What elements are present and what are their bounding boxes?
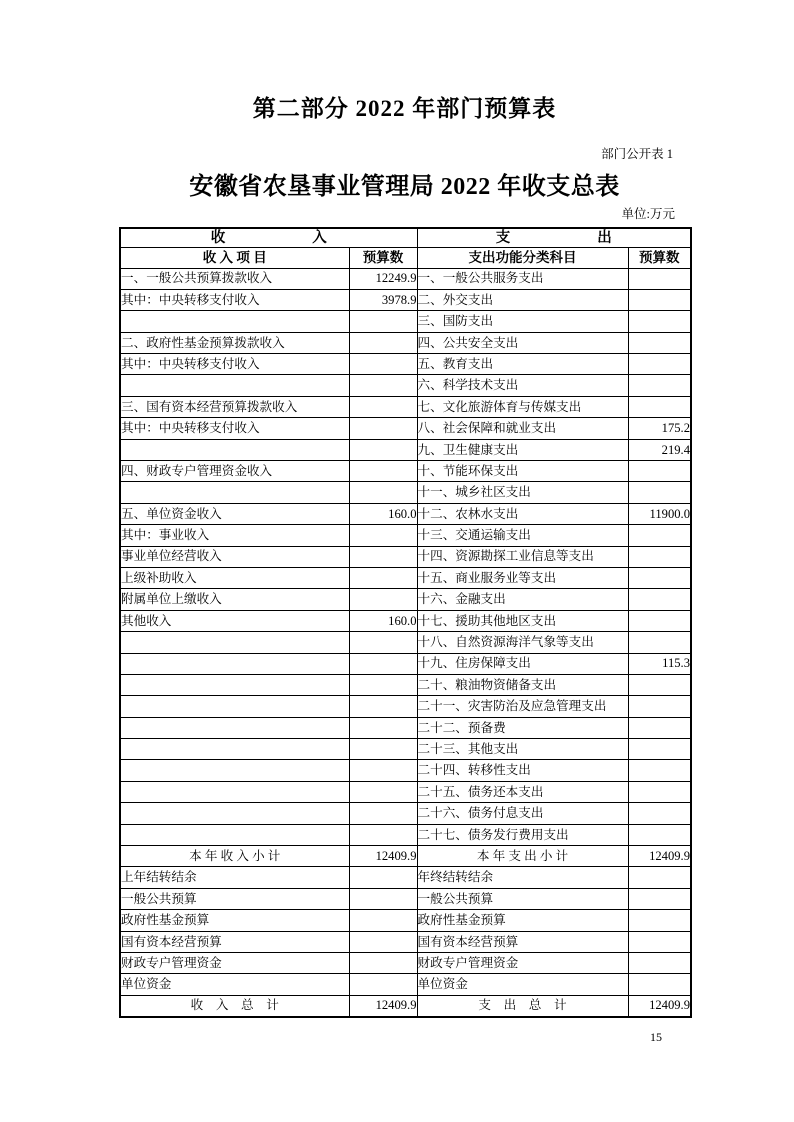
table-row xyxy=(120,396,691,417)
income-value-cell xyxy=(349,739,417,760)
income-item-cell xyxy=(120,717,349,738)
income-item-cell: 单位资金 xyxy=(120,974,349,995)
income-value-cell xyxy=(349,418,417,439)
expense-value-cell xyxy=(628,354,691,375)
income-value-cell xyxy=(349,888,417,909)
income-value-cell xyxy=(349,803,417,824)
table-row xyxy=(120,503,691,524)
table-row xyxy=(120,696,691,717)
income-item-cell xyxy=(120,696,349,717)
expense-item-cell: 一般公共预算 xyxy=(417,888,628,909)
table-row xyxy=(120,589,691,610)
income-value-cell xyxy=(349,332,417,353)
table-row xyxy=(120,674,691,695)
income-item-cell: 财政专户管理资金 xyxy=(120,953,349,974)
income-value-cell xyxy=(349,717,417,738)
expense-item-cell: 二十五、债务还本支出 xyxy=(417,781,628,802)
income-item-cell: 五、单位资金收入 xyxy=(120,503,349,524)
income-item-cell: 政府性基金预算 xyxy=(120,910,349,931)
expense-items-column-header: 支出功能分类科目 xyxy=(417,247,628,268)
expense-value-cell xyxy=(628,375,691,396)
income-value-cell xyxy=(349,461,417,482)
expense-item-cell: 二、外交支出 xyxy=(417,289,628,310)
income-value-cell xyxy=(349,674,417,695)
income-item-cell: 其他收入 xyxy=(120,610,349,631)
income-item-cell xyxy=(120,739,349,760)
expense-item-cell: 十三、交通运输支出 xyxy=(417,525,628,546)
income-value-cell: 160.0 xyxy=(349,503,417,524)
expense-group-header: 支 出 xyxy=(417,228,691,247)
income-item-cell: 上级补助收入 xyxy=(120,567,349,588)
expense-item-cell: 十四、资源勘探工业信息等支出 xyxy=(417,546,628,567)
income-item-cell xyxy=(120,760,349,781)
income-value-cell xyxy=(349,632,417,653)
expense-item-cell: 十、节能环保支出 xyxy=(417,461,628,482)
expense-item-cell: 十八、自然资源海洋气象等支出 xyxy=(417,632,628,653)
income-items-column-header: 收 入 项 目 xyxy=(120,247,349,268)
income-item-cell: 二、政府性基金预算拨款收入 xyxy=(120,332,349,353)
expense-value-cell: 175.2 xyxy=(628,418,691,439)
income-item-cell: 收 入 总 计 xyxy=(120,995,349,1016)
expense-value-cell xyxy=(628,674,691,695)
expense-item-cell: 年终结转结余 xyxy=(417,867,628,888)
table-row xyxy=(120,760,691,781)
page-title: 安徽省农垦事业管理局 2022 年收支总表 xyxy=(189,174,620,200)
expense-value-cell xyxy=(628,696,691,717)
table-row xyxy=(120,418,691,439)
table-row xyxy=(120,375,691,396)
table-row xyxy=(120,739,691,760)
budget-table-body xyxy=(120,268,691,1017)
income-group-header: 收 入 xyxy=(120,228,417,247)
income-item-cell: 附属单位上缴收入 xyxy=(120,589,349,610)
expense-item-cell: 四、公共安全支出 xyxy=(417,332,628,353)
income-value-cell xyxy=(349,546,417,567)
income-value-cell xyxy=(349,824,417,845)
expense-value-cell xyxy=(628,268,691,289)
income-value-cell xyxy=(349,525,417,546)
expense-value-cell xyxy=(628,910,691,931)
page-number: 15 xyxy=(650,1030,662,1044)
expense-value-cell xyxy=(628,396,691,417)
expense-item-cell: 七、文化旅游体育与传媒支出 xyxy=(417,396,628,417)
income-value-cell xyxy=(349,354,417,375)
income-value-cell xyxy=(349,311,417,332)
income-value-cell xyxy=(349,974,417,995)
expense-item-cell: 八、社会保障和就业支出 xyxy=(417,418,628,439)
income-item-cell: 国有资本经营预算 xyxy=(120,931,349,952)
income-item-cell xyxy=(120,311,349,332)
expense-item-cell: 二十四、转移性支出 xyxy=(417,760,628,781)
expense-item-cell: 支 出 总 计 xyxy=(417,995,628,1016)
expense-item-cell: 政府性基金预算 xyxy=(417,910,628,931)
expense-item-cell: 二十七、债务发行费用支出 xyxy=(417,824,628,845)
expense-budget-column-header: 预算数 xyxy=(628,247,691,268)
table-row xyxy=(120,824,691,845)
expense-value-cell xyxy=(628,461,691,482)
income-item-cell: 三、国有资本经营预算拨款收入 xyxy=(120,396,349,417)
expense-value-cell xyxy=(628,546,691,567)
expense-value-cell xyxy=(628,717,691,738)
income-value-cell xyxy=(349,781,417,802)
expense-value-cell xyxy=(628,311,691,332)
table-row xyxy=(120,439,691,460)
expense-value-cell xyxy=(628,525,691,546)
expense-item-cell: 十一、城乡社区支出 xyxy=(417,482,628,503)
income-budget-column-header: 预算数 xyxy=(349,247,417,268)
expense-value-cell xyxy=(628,760,691,781)
income-value-cell xyxy=(349,760,417,781)
income-value-cell: 12249.9 xyxy=(349,268,417,289)
income-item-cell xyxy=(120,824,349,845)
table-row xyxy=(120,567,691,588)
group-header-row xyxy=(120,228,691,247)
expense-value-cell xyxy=(628,953,691,974)
table-row xyxy=(120,717,691,738)
budget-table xyxy=(119,227,692,1018)
table-row xyxy=(120,461,691,482)
expense-item-cell: 财政专户管理资金 xyxy=(417,953,628,974)
income-item-cell: 上年结转结余 xyxy=(120,867,349,888)
expense-item-cell: 二十三、其他支出 xyxy=(417,739,628,760)
income-item-cell: 其中：事业收入 xyxy=(120,525,349,546)
expense-item-cell: 二十六、债务付息支出 xyxy=(417,803,628,824)
income-value-cell xyxy=(349,910,417,931)
expense-value-cell xyxy=(628,803,691,824)
income-value-cell xyxy=(349,439,417,460)
expense-value-cell xyxy=(628,332,691,353)
column-header-row xyxy=(120,247,691,268)
expense-value-cell xyxy=(628,482,691,503)
table-row xyxy=(120,931,691,952)
expense-item-cell: 二十二、预备费 xyxy=(417,717,628,738)
table-row xyxy=(120,803,691,824)
income-item-cell: 其中：中央转移支付收入 xyxy=(120,289,349,310)
table-row xyxy=(120,289,691,310)
income-value-cell xyxy=(349,696,417,717)
table-row xyxy=(120,867,691,888)
income-item-cell: 一般公共预算 xyxy=(120,888,349,909)
income-item-cell xyxy=(120,632,349,653)
income-value-cell xyxy=(349,482,417,503)
income-value-cell xyxy=(349,396,417,417)
expense-value-cell: 12409.9 xyxy=(628,995,691,1016)
income-item-cell xyxy=(120,439,349,460)
table-row xyxy=(120,482,691,503)
expense-value-cell xyxy=(628,974,691,995)
income-value-cell xyxy=(349,867,417,888)
table-label: 部门公开表 1 xyxy=(601,147,673,161)
expense-item-cell: 单位资金 xyxy=(417,974,628,995)
expense-item-cell: 十六、金融支出 xyxy=(417,589,628,610)
table-row xyxy=(120,974,691,995)
expense-item-cell: 国有资本经营预算 xyxy=(417,931,628,952)
table-row xyxy=(120,525,691,546)
income-item-cell: 四、财政专户管理资金收入 xyxy=(120,461,349,482)
budget-table-header xyxy=(120,228,691,268)
expense-item-cell: 九、卫生健康支出 xyxy=(417,439,628,460)
expense-value-cell xyxy=(628,589,691,610)
expense-value-cell xyxy=(628,888,691,909)
table-row xyxy=(120,546,691,567)
table-row xyxy=(120,268,691,289)
expense-value-cell: 11900.0 xyxy=(628,503,691,524)
expense-item-cell: 三、国防支出 xyxy=(417,311,628,332)
expense-value-cell: 115.3 xyxy=(628,653,691,674)
income-value-cell: 3978.9 xyxy=(349,289,417,310)
income-item-cell xyxy=(120,375,349,396)
income-value-cell xyxy=(349,567,417,588)
income-value-cell: 160.0 xyxy=(349,610,417,631)
expense-value-cell xyxy=(628,567,691,588)
expense-item-cell: 二十一、灾害防治及应急管理支出 xyxy=(417,696,628,717)
table-row xyxy=(120,910,691,931)
income-item-cell xyxy=(120,674,349,695)
table-row xyxy=(120,888,691,909)
table-row xyxy=(120,610,691,631)
income-value-cell xyxy=(349,931,417,952)
expense-item-cell: 六、科学技术支出 xyxy=(417,375,628,396)
expense-value-cell xyxy=(628,824,691,845)
expense-item-cell: 十二、农林水支出 xyxy=(417,503,628,524)
income-value-cell xyxy=(349,589,417,610)
income-item-cell: 其中：中央转移支付收入 xyxy=(120,354,349,375)
income-item-cell: 本 年 收 入 小 计 xyxy=(120,846,349,867)
expense-item-cell: 本 年 支 出 小 计 xyxy=(417,846,628,867)
table-row xyxy=(120,332,691,353)
income-value-cell: 12409.9 xyxy=(349,846,417,867)
income-item-cell xyxy=(120,781,349,802)
expense-value-cell xyxy=(628,931,691,952)
expense-value-cell xyxy=(628,867,691,888)
table-row xyxy=(120,846,691,867)
expense-item-cell: 五、教育支出 xyxy=(417,354,628,375)
income-value-cell: 12409.9 xyxy=(349,995,417,1016)
table-row xyxy=(120,781,691,802)
expense-value-cell xyxy=(628,739,691,760)
expense-value-cell xyxy=(628,632,691,653)
income-item-cell: 事业单位经营收入 xyxy=(120,546,349,567)
income-item-cell xyxy=(120,653,349,674)
table-row xyxy=(120,953,691,974)
expense-value-cell xyxy=(628,781,691,802)
income-item-cell xyxy=(120,803,349,824)
income-item-cell: 一、一般公共预算拨款收入 xyxy=(120,268,349,289)
expense-item-cell: 二十、粮油物资储备支出 xyxy=(417,674,628,695)
expense-value-cell xyxy=(628,610,691,631)
income-item-cell xyxy=(120,482,349,503)
unit-label: 单位:万元 xyxy=(621,207,675,221)
expense-item-cell: 十九、住房保障支出 xyxy=(417,653,628,674)
income-value-cell xyxy=(349,953,417,974)
income-value-cell xyxy=(349,653,417,674)
table-row xyxy=(120,632,691,653)
expense-item-cell: 十五、商业服务业等支出 xyxy=(417,567,628,588)
expense-value-cell: 12409.9 xyxy=(628,846,691,867)
expense-item-cell: 一、一般公共服务支出 xyxy=(417,268,628,289)
expense-item-cell: 十七、援助其他地区支出 xyxy=(417,610,628,631)
table-row xyxy=(120,995,691,1016)
income-item-cell: 其中：中央转移支付收入 xyxy=(120,418,349,439)
table-row xyxy=(120,653,691,674)
expense-value-cell: 219.4 xyxy=(628,439,691,460)
income-value-cell xyxy=(349,375,417,396)
expense-value-cell xyxy=(628,289,691,310)
table-row xyxy=(120,354,691,375)
section-title: 第二部分 2022 年部门预算表 xyxy=(252,96,557,121)
table-row xyxy=(120,311,691,332)
